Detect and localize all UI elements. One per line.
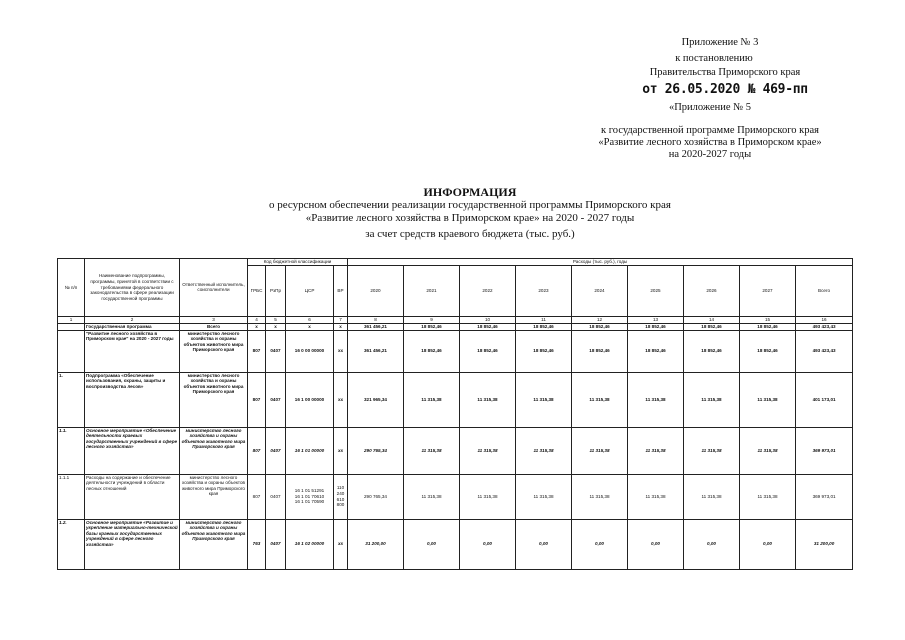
column-number: 14 [684, 316, 740, 323]
row-year-value: 11 315,38 [572, 427, 628, 474]
row-csr: 16 1 02 00000 [286, 519, 334, 569]
doc-heading: ИНФОРМАЦИЯ [423, 185, 517, 199]
table-row [58, 427, 853, 474]
column-number: 1 [58, 316, 85, 323]
program-ref: к государственной программе Приморского края [601, 125, 819, 136]
col-header-year: 2026 [684, 265, 740, 316]
col-header-year: 2022 [460, 265, 516, 316]
row-year-value: 0,00 [628, 519, 684, 569]
row-total-value: 369 973,01 [796, 474, 853, 519]
order-date-number: от 26.05.2020 № 469-пп [642, 82, 808, 97]
row-year-value: 18 852,46 [684, 323, 740, 330]
table-row [58, 372, 853, 427]
row-year-value: 18 852,46 [740, 323, 796, 330]
row-grbs: х [248, 323, 266, 330]
row-year-value: 18 852,46 [516, 323, 572, 330]
column-number: 2 [85, 316, 180, 323]
appendix-resolution: к постановлению [675, 53, 753, 64]
column-number: 8 [348, 316, 404, 323]
row-year-value: 11 315,38 [460, 427, 516, 474]
row-vr: хх [334, 372, 348, 427]
row-number: 1.2. [58, 519, 85, 569]
row-name: Расходы на содержание и обеспечение деятельности учреждений в области лесных отношений [85, 474, 180, 519]
row-year-value: 11 315,38 [684, 372, 740, 427]
row-csr: 16 0 00 00000 [286, 330, 334, 372]
column-number: 5 [266, 316, 286, 323]
row-year-value: 361 456,21 [348, 323, 404, 330]
column-number: 16 [796, 316, 853, 323]
row-rzpr: 0407 [266, 427, 286, 474]
row-executor: министерство лесного хозяйства и охраны объектов животного мира Приморского края [180, 519, 248, 569]
row-executor: министерство лесного хозяйства и охраны объектов животного мира Приморского края [180, 474, 248, 519]
col-header-year: 2021 [404, 265, 460, 316]
row-year-value: 0,00 [684, 519, 740, 569]
row-csr: 16 1 01 00000 [286, 427, 334, 474]
col-header-total: Всего [796, 265, 853, 316]
row-year-value: 11 315,38 [684, 427, 740, 474]
row-rzpr: 0407 [266, 330, 286, 372]
column-number: 15 [740, 316, 796, 323]
row-year-value: 11 315,38 [628, 372, 684, 427]
col-header-grbs: ГРБС [248, 265, 266, 316]
row-number: 1.1.1 [58, 474, 85, 519]
row-year-value: 18 852,46 [684, 330, 740, 372]
row-total-value: 401 173,01 [796, 372, 853, 427]
row-vr: х [334, 323, 348, 330]
column-numbers-row [58, 316, 853, 323]
row-year-value: 11 315,38 [516, 474, 572, 519]
row-year-value: 11 315,38 [404, 427, 460, 474]
row-number: 1. [58, 372, 85, 427]
row-year-value: 290 765,34 [348, 474, 404, 519]
col-header-year: 2024 [572, 265, 628, 316]
column-number: 3 [180, 316, 248, 323]
program-years: на 2020-2027 годы [668, 149, 752, 160]
row-name: "Развитие лесного хозяйства в Приморском крае" на 2020 - 2027 годы [85, 330, 180, 372]
program-name: «Развитие лесного хозяйства в Приморском крае» [598, 137, 822, 148]
col-header-csr: ЦСР [286, 265, 334, 316]
row-year-value: 321 965,34 [348, 372, 404, 427]
row-year-value: 290 765,34 [348, 427, 404, 474]
row-vr: 110 240 610 800 [334, 474, 348, 519]
row-year-value: 11 315,38 [572, 372, 628, 427]
row-total-value: 493 423,43 [796, 323, 853, 330]
row-total-value: 369 973,01 [796, 427, 853, 474]
row-year-value: 31 200,00 [348, 519, 404, 569]
row-rzpr: 0407 [266, 519, 286, 569]
row-year-value: 18 852,46 [404, 323, 460, 330]
resource-table [57, 258, 853, 570]
table-row [58, 330, 853, 372]
row-rzpr: 0407 [266, 372, 286, 427]
row-name: Государственная программа [85, 323, 180, 330]
row-year-value: 0,00 [740, 519, 796, 569]
row-vr: хх [334, 330, 348, 372]
row-year-value: 18 852,46 [740, 330, 796, 372]
row-year-value: 11 315,38 [684, 474, 740, 519]
row-number: 1.1. [58, 427, 85, 474]
row-number [58, 323, 85, 330]
row-csr: 16 1 00 00000 [286, 372, 334, 427]
row-year-value: 11 315,38 [628, 427, 684, 474]
column-number: 10 [460, 316, 516, 323]
appendix-number: Приложение № 3 [681, 37, 759, 48]
row-year-value: 18 852,46 [572, 330, 628, 372]
row-year-value: 0,00 [404, 519, 460, 569]
column-number: 11 [516, 316, 572, 323]
col-header-budget-code: Код бюджетной классификации [248, 259, 348, 266]
row-year-value: 0,00 [516, 519, 572, 569]
row-name: Основное мероприятие «Развитие и укрепление материально-технической базы краевых государственных учреждений в сфере лесного хозяйства» [85, 519, 180, 569]
table-row [58, 323, 853, 330]
row-year-value: 11 315,38 [404, 372, 460, 427]
col-header-year: 2020 [348, 265, 404, 316]
column-number: 13 [628, 316, 684, 323]
row-year-value: 361 456,21 [348, 330, 404, 372]
row-executor: министерство лесного хозяйства и охраны объектов животного мира Приморского края [180, 330, 248, 372]
row-total-value: 493 423,43 [796, 330, 853, 372]
row-csr: 16 1 01 51291 16 1 01 70610 16 1 01 70590 [286, 474, 334, 519]
col-header-no: № п/п [58, 259, 85, 317]
col-header-expenses: Расходы (тыс. руб.), годы [348, 259, 853, 266]
row-rzpr: 0407 [266, 474, 286, 519]
row-number [58, 330, 85, 372]
row-name: Основное мероприятие «Обеспечение деятельности краевых государственных учреждений в сфере лесного хозяйства» [85, 427, 180, 474]
table-row [58, 519, 853, 569]
col-header-rzpr: РзПр [266, 265, 286, 316]
row-year-value: 11 315,38 [740, 474, 796, 519]
row-grbs: 807 [248, 474, 266, 519]
row-year-value: 0,00 [460, 519, 516, 569]
row-year-value: 11 315,38 [516, 427, 572, 474]
column-number: 6 [286, 316, 334, 323]
row-year-value: 18 852,46 [628, 323, 684, 330]
column-number: 7 [334, 316, 348, 323]
doc-subtitle-1: о ресурсном обеспечении реализации государственной программы Приморского края [269, 199, 671, 211]
row-executor: Всего [180, 323, 248, 330]
column-number: 4 [248, 316, 266, 323]
row-year-value: 18 852,46 [516, 330, 572, 372]
row-grbs: 807 [248, 427, 266, 474]
row-year-value: 11 315,38 [628, 474, 684, 519]
row-year-value: 11 315,38 [740, 427, 796, 474]
row-year-value: 11 315,38 [460, 372, 516, 427]
doc-subtitle-2: «Развитие лесного хозяйства в Приморском крае» на 2020 - 2027 годы [305, 212, 635, 224]
col-header-year: 2025 [628, 265, 684, 316]
row-year-value: 18 852,46 [628, 330, 684, 372]
row-total-value: 31 200,00 [796, 519, 853, 569]
row-year-value: 18 852,46 [460, 330, 516, 372]
row-csr: х [286, 323, 334, 330]
appendix-government: Правительства Приморского края [649, 67, 801, 78]
column-number: 12 [572, 316, 628, 323]
row-year-value: 11 315,38 [516, 372, 572, 427]
row-vr: хх [334, 427, 348, 474]
row-year-value: 18 852,46 [460, 323, 516, 330]
appendix-5: «Приложение № 5 [668, 102, 752, 113]
col-header-vr: ВР [334, 265, 348, 316]
row-vr: хх [334, 519, 348, 569]
table-row [58, 474, 853, 519]
row-executor: министерство лесного хозяйства и охраны объектов животного мира Приморского края [180, 427, 248, 474]
row-grbs: 807 [248, 330, 266, 372]
row-rzpr: х [266, 323, 286, 330]
row-year-value: 0,00 [572, 519, 628, 569]
row-year-value: 18 852,46 [572, 323, 628, 330]
row-year-value: 18 852,46 [404, 330, 460, 372]
doc-subtitle-3: за счет средств краевого бюджета (тыс. руб.) [365, 228, 575, 240]
row-name: Подпрограмма «Обеспечение использования, охраны, защиты и воспроизводства лесов» [85, 372, 180, 427]
column-number: 9 [404, 316, 460, 323]
row-executor: министерство лесного хозяйства и охраны объектов животного мира Приморского края [180, 372, 248, 427]
row-grbs: 763 [248, 519, 266, 569]
col-header-year: 2023 [516, 265, 572, 316]
row-year-value: 11 315,38 [460, 474, 516, 519]
row-year-value: 11 315,38 [572, 474, 628, 519]
col-header-year: 2027 [740, 265, 796, 316]
row-year-value: 11 315,38 [404, 474, 460, 519]
row-year-value: 11 315,38 [740, 372, 796, 427]
col-header-exec: Ответственный исполнитель, соисполнители [180, 259, 248, 317]
row-grbs: 807 [248, 372, 266, 427]
col-header-name: Наименование подпрограммы, программы, принятой в соответствии с требованиями федерального законодательства в сфере реализации государственной программы [85, 259, 180, 317]
